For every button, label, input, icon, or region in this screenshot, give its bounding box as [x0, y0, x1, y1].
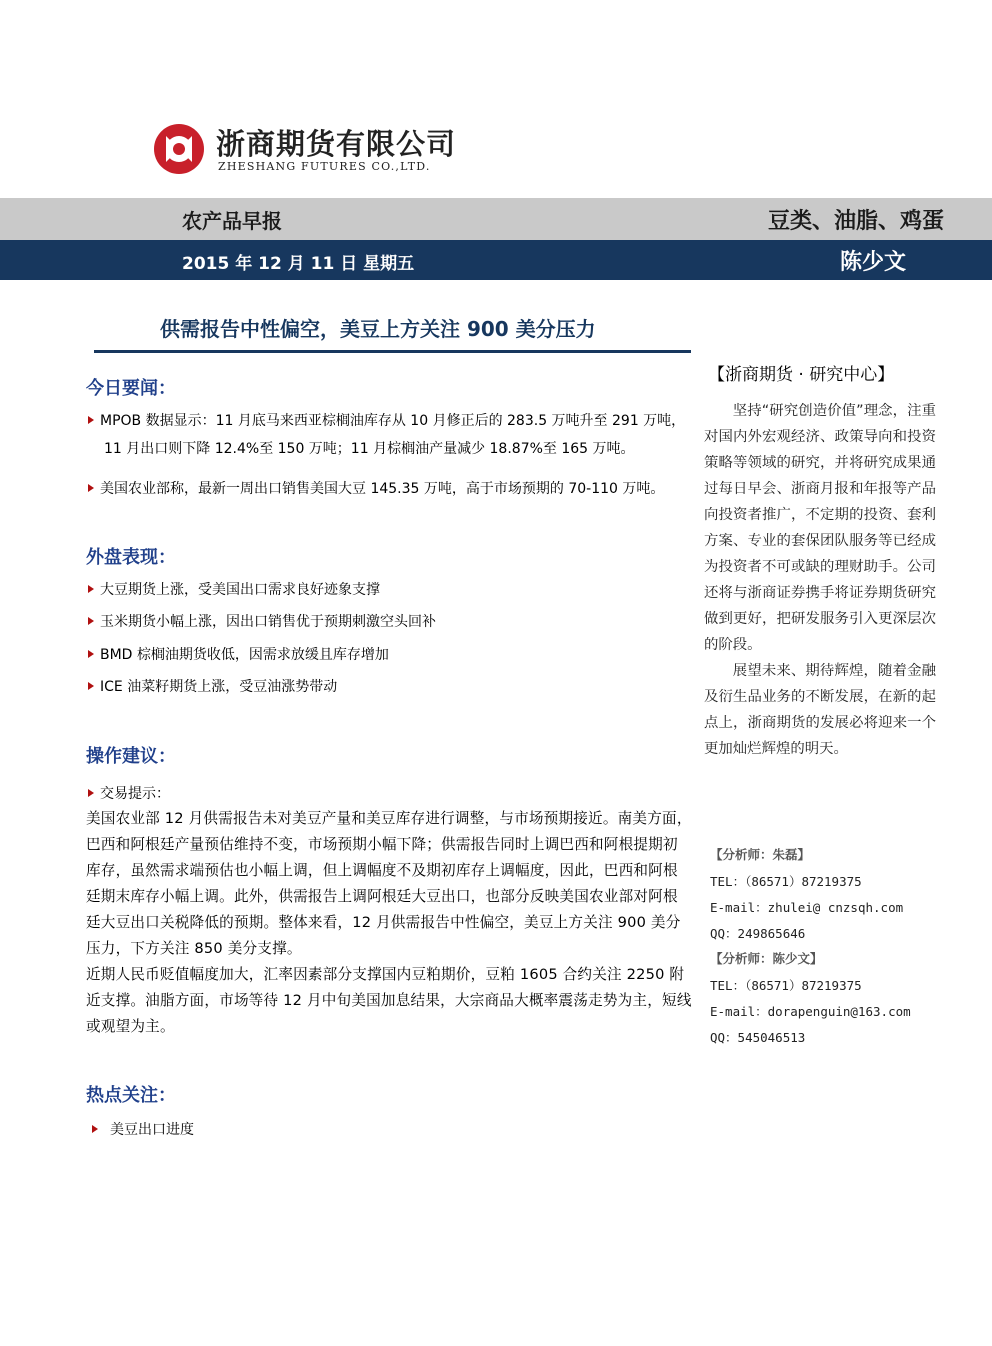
header-band-bottom [0, 240, 992, 280]
advice-paragraph-2: 近期人民币贬值幅度加大，汇率因素部分支撑国内豆粕期价，豆粕 1605 合约关注 2250 附近支撑。油脂方面，市场等待 12 月中旬美国加息结果，大宗商品大概率震荡走势为主，短线或观望为主。 [86, 966, 692, 1035]
report-date: 2015 年 12 月 11 日 星期五 [182, 254, 415, 274]
sidebar-description [704, 398, 936, 762]
section-title-today-news: 今日要闻： [86, 378, 176, 399]
list-item: 大豆期货上涨，受美国出口需求良好迹象支撑 [88, 577, 380, 603]
bullet-arrow-icon [88, 617, 94, 625]
trade-tip-label: 交易提示： [88, 781, 170, 807]
bullet-arrow-icon [88, 650, 94, 658]
section-title-advice: 操作建议： [86, 746, 176, 767]
bullet-arrow-icon [88, 585, 94, 593]
sidebar-paragraph-1: 坚持“研究创造价值”理念，注重对国内外宏观经济、政策导向和投资策略等领域的研究，并将研究成果通过每日早会、浙商月报和年报等产品向投资者推广，不定期的投资、套利方案、专业的套保团队服务等已经成为投资者不可或缺的理财助手。公司还将与浙商证券携手将证券期货研究做到更好，把研发服务引入更深层次的阶段。 [704, 403, 936, 653]
title-divider [94, 350, 691, 353]
page-title: 供需报告中性偏空，美豆上方关注 900 美分压力 [160, 317, 596, 341]
list-item: BMD 棕榈油期货收低，因需求放缓且库存增加 [88, 642, 389, 668]
list-item: 美国农业部称，最新一周出口销售美国大豆 145.35 万吨，高于市场预期的 70-110 万吨。 [88, 476, 664, 502]
analyst-label: 【分析师：朱磊】 [710, 847, 811, 862]
analyst-tel: TEL：（86571）87219375 [710, 978, 862, 993]
company-logo-icon [152, 122, 206, 176]
list-item: 玉米期货小幅上涨，因出口销售优于预期刺激空头回补 [88, 609, 436, 635]
analyst-tel: TEL：（86571）87219375 [710, 874, 862, 889]
analyst-email: E-mail：dorapenguin@163.com [710, 1004, 911, 1019]
analyst-qq: QQ：249865646 [710, 926, 806, 941]
bullet-arrow-icon [88, 682, 94, 690]
sidebar-paragraph-2: 展望未来、期待辉煌，随着金融及衍生品业务的不断发展，在新的起点上，浙商期货的发展必将迎来一个更加灿烂辉煌的明天。 [704, 663, 936, 757]
company-name-en: ZHESHANG FUTURES CO.,LTD. [218, 160, 431, 173]
advice-paragraph-1: 美国农业部 12 月供需报告未对美豆产量和美豆库存进行调整，与市场预期接近。南美方面，巴西和阿根廷产量预估维持不变，市场预期小幅下降；供需报告同时上调巴西和阿根提期初库存，虽然需求端预估也小幅上调，但上调幅度不及期初库存上调幅度，因此，巴西和阿根廷期末库存小幅上调。此外，供需报告上调阿根廷大豆出口，也部分反映美国农业部对阿根廷大豆出口关税降低的预期。整体来看，12 月供需报告中性偏空，美豆上方关注 900 美分压力，下方关注 850 美分支撑。 [86, 810, 692, 957]
analyst-label: 【分析师：陈少文】 [710, 951, 823, 966]
list-item: 美豆出口进度 [92, 1117, 194, 1143]
section-title-external: 外盘表现： [86, 547, 176, 568]
header-band-top [0, 198, 992, 240]
analyst-email: E-mail：zhulei@ cnzsqh.com [710, 900, 904, 915]
company-name-cn: 浙商期货有限公司 [216, 127, 457, 161]
bullet-arrow-icon [88, 416, 94, 424]
analyst-qq: QQ：545046513 [710, 1030, 806, 1045]
report-category: 豆类、油脂、鸡蛋 [767, 209, 944, 234]
bullet-arrow-icon [88, 789, 94, 797]
bullet-arrow-icon [92, 1125, 98, 1133]
list-item: MPOB 数据显示：11 月底马来西亚棕榈油库存从 10 月修正后的 283.5 万吨升至 291 万吨， [88, 408, 685, 434]
list-item: ICE 油菜籽期货上涨，受豆油涨势带动 [88, 674, 337, 700]
report-author: 陈少文 [840, 250, 907, 275]
report-type: 农产品早报 [182, 209, 282, 233]
company-logo [152, 122, 457, 182]
list-item-continuation: 11 月出口则下降 12.4%至 150 万吨；11 月棕榈油产量减少 18.87%至 165 万吨。 [104, 441, 635, 457]
section-title-hot-focus: 热点关注： [86, 1085, 176, 1106]
sidebar-title: 【浙商期货 · 研究中心】 [708, 365, 895, 385]
bullet-arrow-icon [88, 484, 94, 492]
